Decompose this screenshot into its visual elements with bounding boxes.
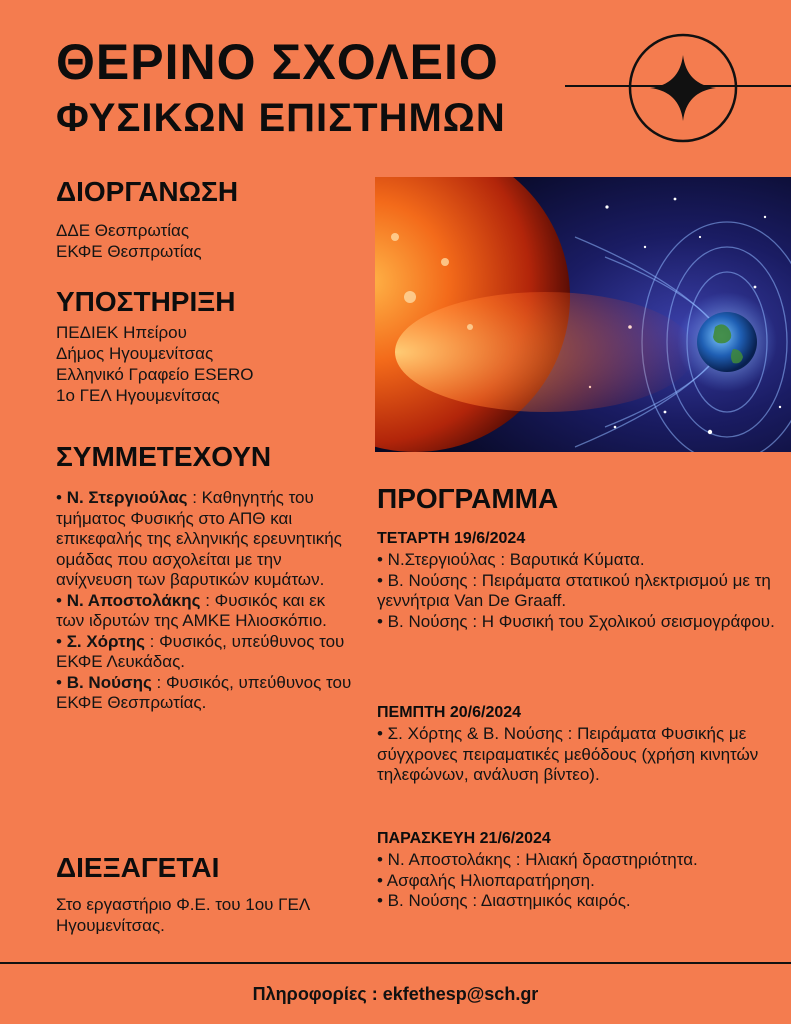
title-line-1: ΘΕΡΙΝΟ ΣΧΟΛΕΙΟ (56, 34, 499, 90)
participants-list (56, 488, 356, 714)
support-list (56, 322, 253, 406)
participant-name: Β. Νούσης (66, 672, 152, 692)
support-item: Ελληνικό Γραφείο ESERO (56, 365, 254, 384)
program-day-items (377, 550, 777, 632)
support-item: 1ο ΓΕΛ Ηγουμενίτσας (56, 386, 220, 405)
contact-info: Πληροφορίες : ekfethesp@sch.gr (252, 984, 539, 1004)
organization-heading: ΔΙΟΡΓΑΝΩΣΗ (56, 176, 239, 207)
program-heading: ΠΡΟΓΡΑΜΜΑ (377, 483, 559, 514)
four-point-star-icon (628, 33, 738, 143)
title-line-2: ΦΥΣΙΚΩΝ ΕΠΙΣΤΗΜΩΝ (56, 96, 506, 140)
program-item: • Β. Νούσης : Διαστημικός καιρός. (377, 891, 631, 910)
participant-name: Σ. Χόρτης (66, 631, 145, 651)
program-item: • Ν. Αποστολάκης : Ηλιακή δραστηριότητα. (377, 850, 698, 869)
list-item: • Β. Νούσης : Φυσικός, υπεύθυνος του ΕΚΦΕ Θεσπρωτίας. (56, 672, 352, 712)
program-day-label: ΠΑΡΑΣΚΕΥΗ 21/6/2024 (377, 830, 551, 847)
sun-earth-illustration (375, 177, 791, 452)
venue-text: Στο εργαστήριο Φ.Ε. του 1ου ΓΕΛ Ηγουμενίτσας. (56, 895, 310, 935)
support-item: Δήμος Ηγουμενίτσας (56, 344, 214, 363)
list-item: • Ν. Στεργιούλας : Καθηγητής του τμήματος Φυσικής στο ΑΠΘ και επικεφαλής της ελληνικής ερευνητικής ομάδας που ασχολείται με την ανίχνευση των βαρυτικών κυμάτων. (56, 488, 342, 589)
participant-name: Ν. Αποστολάκης (66, 590, 201, 610)
list-item: • Ν. Αποστολάκης : Φυσικός και εκ των ιδρυτών της ΑΜΚΕ Ηλιοσκόπιο. (56, 590, 327, 630)
space-weather-image (375, 177, 791, 452)
program-item: • Β. Νούσης : Πειράματα στατικού ηλεκτρισμού με τη γεννήτρια Van De Graaff. (377, 570, 771, 610)
participant-desc: : Φυσικός, υπεύθυνος του ΕΚΦΕ Λευκάδας. (56, 631, 345, 671)
participant-name: Ν. Στεργιούλας (66, 488, 188, 507)
program-item: • Σ. Χόρτης & Β. Νούσης : Πειράματα Φυσικής με σύγχρονες πειραματικές μεθόδους (χρήση κινητών τηλεφώνων, ανάλυση βίντεο). (377, 724, 759, 784)
footer-divider (0, 962, 791, 964)
program-item: • Ν.Στεργιούλας : Βαρυτικά Κύματα. (377, 550, 645, 569)
participants-heading: ΣΥΜΜΕΤΕΧΟΥΝ (56, 441, 272, 472)
organization-item: ΕΚΦΕ Θεσπρωτίας (56, 242, 202, 261)
participant-desc: : Φυσικός, υπεύθυνος του ΕΚΦΕ Θεσπρωτίας. (56, 672, 352, 712)
program-day-items (377, 724, 777, 786)
program-item: • Ασφαλής Ηλιοπαρατήρηση. (377, 870, 595, 890)
support-heading: ΥΠΟΣΤΗΡΙΞΗ (56, 286, 236, 317)
support-item: ΠΕΔΙΕΚ Ηπείρου (56, 323, 187, 342)
program-day-items (377, 850, 777, 912)
program-day-label: ΤΕΤΑΡΤΗ 19/6/2024 (377, 530, 526, 547)
organization-item: ΔΔΕ Θεσπρωτίας (56, 221, 190, 240)
program-day-label: ΠΕΜΠΤΗ 20/6/2024 (377, 704, 522, 721)
list-item: • Σ. Χόρτης : Φυσικός, υπεύθυνος του ΕΚΦΕ Λευκάδας. (56, 631, 345, 671)
participant-desc: : Καθηγητής του τμήματος Φυσικής στο ΑΠΘ και επικεφαλής της ελληνικής ερευνητικής ομάδας που ασχολείται με την ανίχνευση των βαρυτικών κυμάτων. (56, 488, 342, 589)
organization-list (56, 220, 202, 262)
program-item: • Β. Νούσης : Η Φυσική του Σχολικού σεισμογράφου. (377, 611, 775, 631)
venue-heading: ΔΙΕΞΑΓΕΤΑΙ (56, 852, 220, 883)
participant-desc: : Φυσικός και εκ των ιδρυτών της ΑΜΚΕ Ηλιοσκόπιο. (56, 590, 327, 630)
